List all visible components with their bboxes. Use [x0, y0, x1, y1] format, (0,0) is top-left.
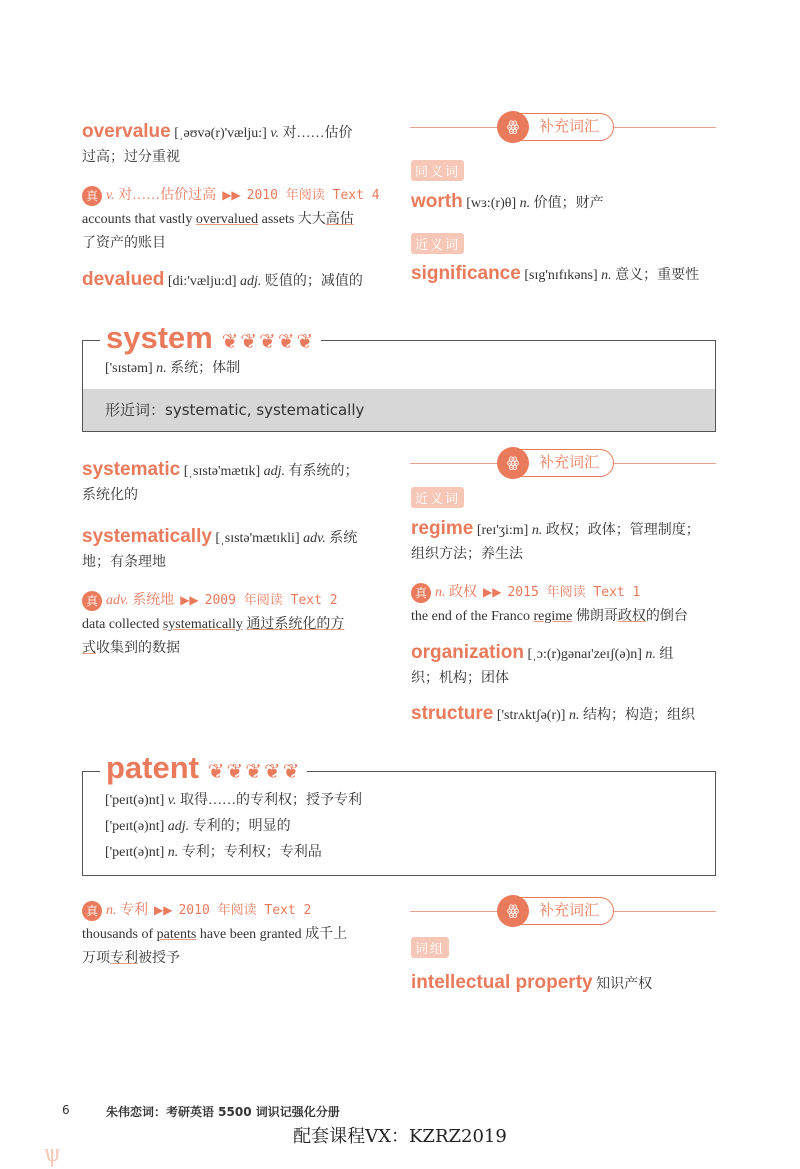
- definition-cont: 系统化的: [82, 488, 138, 503]
- example-keyword: systematically: [162, 617, 243, 632]
- owl-icon: ꙮ: [497, 447, 529, 479]
- supplement-pill: [498, 449, 614, 477]
- page-number: 6: [62, 1103, 70, 1117]
- entry-systematic: [82, 458, 392, 508]
- translation: 收集到的数据: [96, 641, 180, 656]
- pos: n.: [167, 845, 179, 860]
- entry-phrase: [411, 971, 731, 997]
- similar-words: systematic, systematically: [165, 401, 365, 419]
- headword-patent: [100, 750, 307, 790]
- pos: adj.: [263, 464, 286, 479]
- pos: n.: [601, 268, 612, 283]
- meaning: 对……估价过高: [114, 188, 217, 203]
- zhen-badge: 真: [82, 591, 102, 611]
- example-text: accounts that vastly: [82, 212, 196, 227]
- entry-structure: [411, 702, 731, 728]
- example-patent: [82, 898, 392, 971]
- definition: 组: [655, 647, 674, 662]
- entry-organization: [411, 641, 721, 691]
- leaf-icon: ❦❦❦❦❦: [221, 331, 316, 353]
- tag-synonym: 同义词: [411, 160, 464, 181]
- definition: 系统: [325, 531, 358, 546]
- phonetic: ['peɪt(ə)nt]: [105, 819, 165, 834]
- translation-keyword: 政权: [617, 609, 646, 624]
- pos: n.: [156, 361, 167, 376]
- definition-cont: 地；有条理地: [82, 555, 166, 570]
- phonetic: [di:'vælju:d]: [167, 274, 237, 289]
- phonetic: [ˌsɪstə'mætɪk]: [183, 464, 261, 479]
- entry-regime: [411, 517, 721, 567]
- translation: 万项: [82, 951, 110, 966]
- translation-keyword: 专利: [110, 951, 138, 966]
- example-text: thousands of: [82, 927, 157, 942]
- arrow-icon: ▶▶: [222, 188, 241, 202]
- pos: n.: [106, 903, 117, 918]
- translation-cont: 了资产的账目: [82, 236, 166, 251]
- definition: 意义；重要性: [611, 268, 700, 283]
- translation-keyword: 式: [82, 641, 96, 656]
- arrow-icon: ▶▶: [180, 593, 199, 607]
- definition: 贬值的；减值的: [261, 274, 363, 289]
- phonetic: ['sɪstəm]: [105, 361, 153, 376]
- source: 2010 年阅读 Text 4: [246, 188, 380, 203]
- source: 2009 年阅读 Text 2: [204, 593, 338, 608]
- meaning: 系统地: [128, 593, 175, 608]
- definition: 政权；政体；管理制度；: [542, 523, 700, 538]
- similar-label: 形近词：: [105, 401, 166, 419]
- pos: adj.: [240, 274, 262, 289]
- owl-icon: ꙮ: [497, 895, 529, 927]
- headword-system: [100, 320, 321, 360]
- pos: adv.: [303, 531, 326, 546]
- definition-cont: 织；机构；团体: [411, 671, 509, 686]
- pos: n.: [519, 196, 531, 211]
- phonetic: ['strʌktʃə(r)]: [496, 708, 566, 723]
- translation: 被授予: [138, 951, 180, 966]
- tag-near-synonym: 近义词: [411, 487, 464, 508]
- definition: 专利；专利权；专利品: [178, 845, 322, 860]
- meaning: 专利: [116, 903, 148, 918]
- patent-definitions: [105, 788, 362, 866]
- headword: devalued: [82, 269, 165, 290]
- zhen-badge: 真: [411, 583, 431, 603]
- zhen-badge: 真: [82, 901, 102, 921]
- translation: 大大: [297, 212, 326, 227]
- example-text: assets: [258, 212, 298, 227]
- entry-significance: [411, 262, 731, 288]
- pos: adj.: [167, 819, 190, 834]
- pos: adv.: [106, 593, 129, 608]
- translation: 佛朗哥: [572, 609, 618, 624]
- phonetic: [wɜ:(r)θ]: [466, 196, 517, 211]
- headword: intellectual property: [411, 972, 593, 993]
- phonetic: [ˌəʊvə(r)'vælju:]: [174, 126, 267, 141]
- entry-devalued: [82, 268, 402, 294]
- grass-decoration-icon: ѱ: [44, 1138, 61, 1167]
- definition: 对……估价: [279, 126, 353, 141]
- supplement-title: 补充词汇: [539, 453, 600, 471]
- example-text: the end of the Franco: [411, 609, 534, 624]
- book-title: 朱伟恋词：考研英语 5500 词识记强化分册: [106, 1105, 340, 1119]
- source: 2015 年阅读 Text 1: [507, 585, 641, 600]
- definition: 价值；财产: [530, 196, 604, 211]
- supplement-header: [410, 897, 716, 925]
- headword: structure: [411, 703, 494, 724]
- meaning: 政权: [445, 585, 477, 600]
- phonetic: [ˌsɪstə'mætɪkli]: [215, 531, 300, 546]
- entry-overvalue: [82, 120, 392, 170]
- headword-text: system: [106, 320, 213, 355]
- example-regime: [411, 580, 721, 629]
- tag-phrase: 词组: [411, 937, 449, 958]
- supplement-pill: [498, 897, 614, 925]
- phonetic: ['peɪt(ə)nt]: [105, 793, 165, 808]
- supplement-header: [410, 449, 716, 477]
- phonetic: [reɪ'ʒi:m]: [476, 523, 529, 538]
- example-systematically: [82, 588, 392, 661]
- pos: n.: [568, 708, 580, 723]
- headword: organization: [411, 642, 524, 663]
- translation: 的倒台: [645, 609, 688, 624]
- headword: worth: [411, 191, 463, 212]
- entry-systematically: [82, 525, 392, 575]
- translation: 成千上: [305, 927, 348, 942]
- definition-cont: 组织方法；养生法: [411, 547, 523, 562]
- entry-worth: [411, 190, 711, 216]
- owl-icon: ꙮ: [497, 111, 529, 143]
- phonetic: ['peɪt(ə)nt]: [105, 845, 165, 860]
- headword: significance: [411, 263, 521, 284]
- arrow-icon: ▶▶: [483, 585, 502, 599]
- leaf-icon: ❦❦❦❦❦: [207, 761, 302, 783]
- supplement-title: 补充词汇: [539, 901, 600, 919]
- example-overvalue: [82, 183, 392, 256]
- example-text: data collected: [82, 617, 163, 632]
- headword: regime: [411, 518, 474, 539]
- example-text: have been granted: [196, 927, 306, 942]
- headword: systematic: [82, 459, 181, 480]
- pos: v.: [106, 188, 115, 203]
- pos: v.: [270, 126, 280, 141]
- translation-keyword: 高估: [325, 212, 354, 227]
- definition: 专利的；明显的: [189, 819, 291, 834]
- source: 2010 年阅读 Text 2: [178, 903, 312, 918]
- example-keyword: patents: [156, 927, 197, 942]
- phonetic: [sɪg'nɪfɪkəns]: [524, 268, 598, 283]
- phonetic: [ˌɔ:(r)gənaɪ'zeɪʃ(ə)n]: [527, 647, 642, 662]
- arrow-icon: ▶▶: [154, 903, 173, 917]
- headword: systematically: [82, 526, 212, 547]
- headword: overvalue: [82, 121, 171, 142]
- definition: 结构；构造；组织: [579, 708, 695, 723]
- pos: n.: [645, 647, 656, 662]
- definition: 有系统的；: [285, 464, 359, 479]
- supplement-pill: [498, 113, 614, 141]
- tag-near-synonym: 近义词: [411, 233, 464, 254]
- definition: 取得……的专利权；授予专利: [176, 793, 362, 808]
- zhen-badge: 真: [82, 186, 102, 206]
- example-keyword: regime: [533, 609, 573, 624]
- example-keyword: overvalued: [195, 212, 259, 227]
- similar-words-bar: [83, 389, 715, 431]
- supplement-header: [410, 113, 716, 141]
- pos: n.: [435, 585, 446, 600]
- pos: n.: [531, 523, 543, 538]
- supplement-title: 补充词汇: [539, 117, 600, 135]
- definition-cont: 过高；过分重视: [82, 150, 180, 165]
- definition: 知识产权: [596, 977, 653, 992]
- system-definition: [105, 357, 240, 381]
- headword-text: patent: [106, 750, 199, 785]
- translation-keyword: 通过系统化的方: [246, 617, 345, 632]
- definition: 系统；体制: [166, 361, 241, 376]
- pos: v.: [167, 793, 177, 808]
- watermark: 配套课程VX：KZRZ2019: [293, 1126, 507, 1147]
